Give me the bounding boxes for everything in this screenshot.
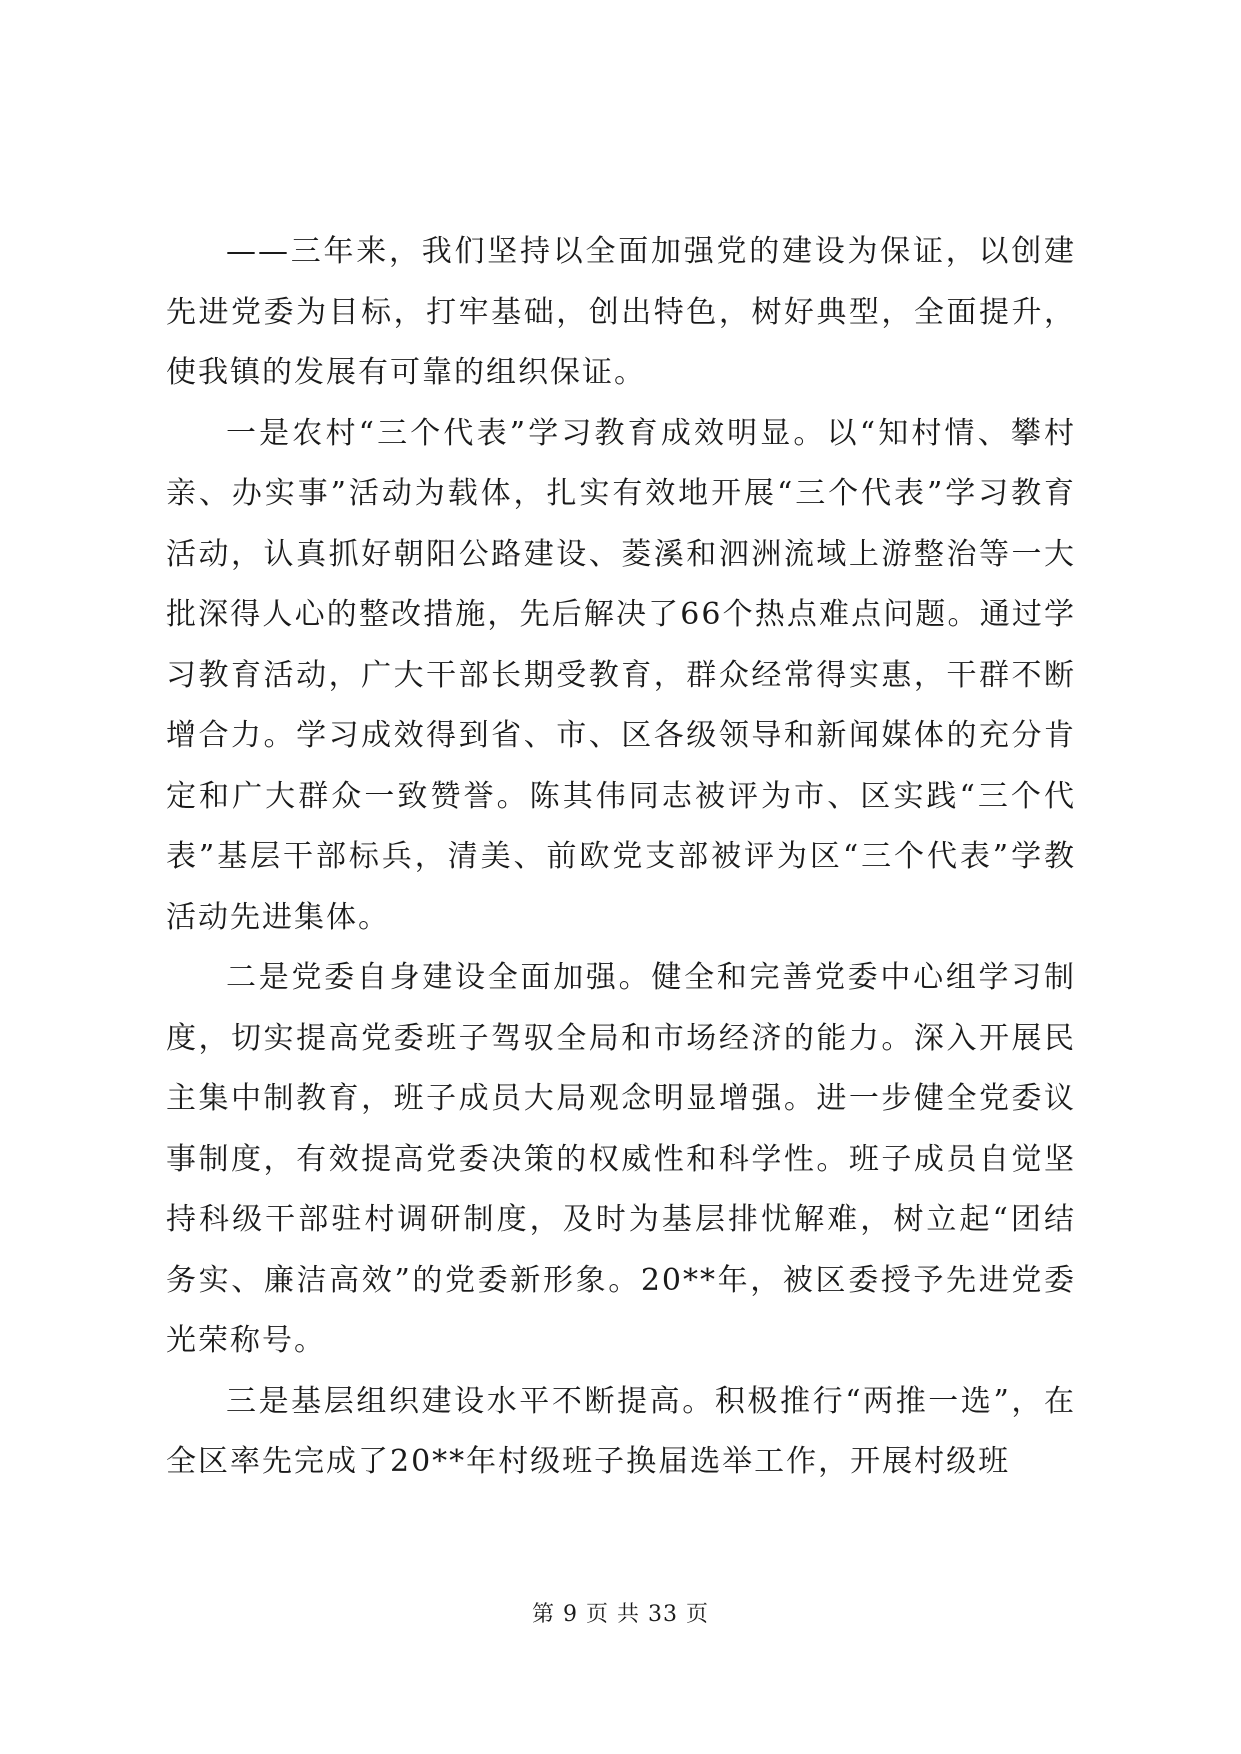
page-number-footer: 第 9 页 共 33 页 xyxy=(532,1602,709,1627)
paragraph-one: 一是农村“三个代表”学习教育成效明显。以“知村情、攀村亲、办实事”活动为载体，扎实有效地开展“三个代表”学习教育活动，认真抓好朝阳公路建设、菱溪和泗洲流域上游整治等一大批深得人心的整改措施，先后解决了66个热点难点问题。通过学习教育活动，广大干部长期受教育，群众经常得实惠，干群不断增合力。学习成效得到省、市、区各级领导和新闻媒体的充分肯定和广大群众一致赞誉。陈其伟同志被评为市、区实践“三个代表”基层干部标兵，清美、前欧党支部被评为区“三个代表”学教活动先进集体。 xyxy=(166,415,1076,935)
document-body xyxy=(166,222,1076,1493)
paragraph-two: 二是党委自身建设全面加强。健全和完善党委中心组学习制度，切实提高党委班子驾驭全局和市场经济的能力。深入开展民主集中制教育，班子成员大局观念明显增强。进一步健全党委议事制度，有效提高党委决策的权威性和科学性。班子成员自觉坚持科级干部驻村调研制度，及时为基层排忧解难，树立起“团结务实、廉洁高效”的党委新形象。20**年，被区委授予先进党委光荣称号。 xyxy=(166,960,1076,1358)
paragraph-intro: ——三年来，我们坚持以全面加强党的建设为保证，以创建先进党委为目标，打牢基础，创出特色，树好典型，全面提升，使我镇的发展有可靠的组织保证。 xyxy=(166,234,1076,390)
paragraph-three: 三是基层组织建设水平不断提高。积极推行“两推一选”，在全区率先完成了20**年村级班子换届选举工作，开展村级班 xyxy=(166,1383,1076,1479)
